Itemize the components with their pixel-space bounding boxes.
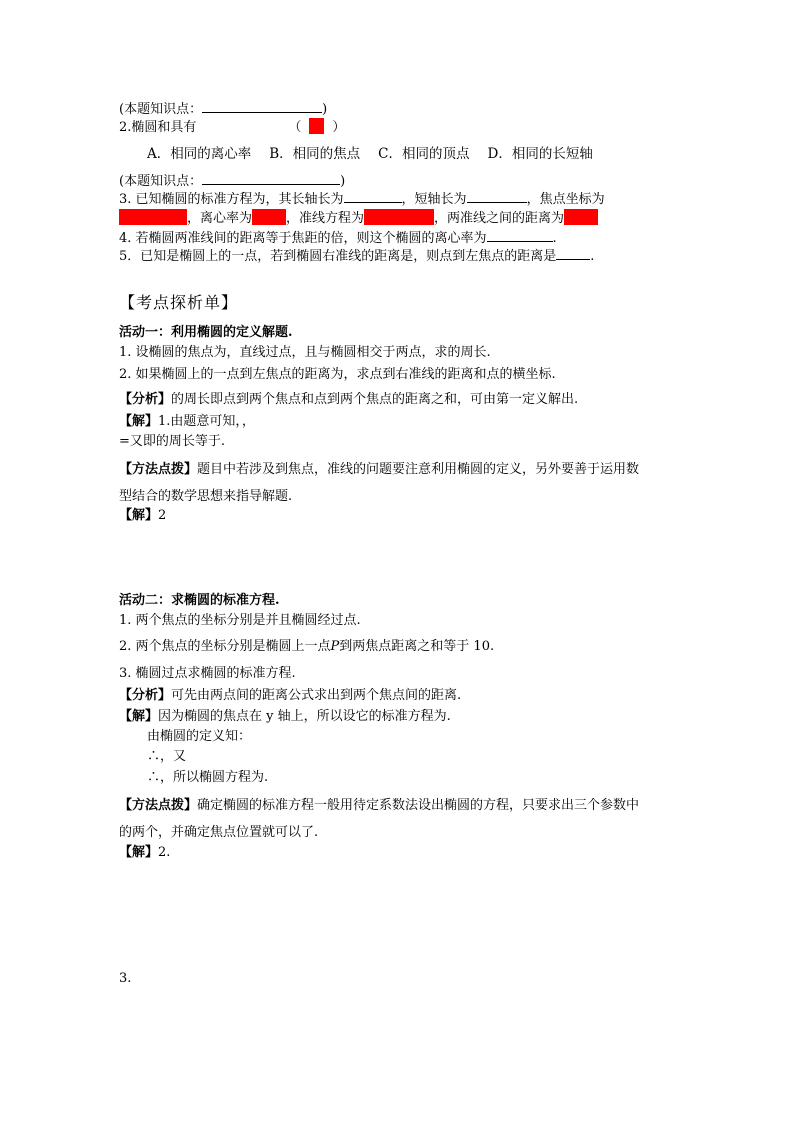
knowledge-close: ) [340,174,346,189]
q3-eccentricity-redbox[interactable] [252,209,286,225]
q3-part2: ，短轴长为 [401,192,467,207]
q3-minor-axis-blank[interactable] [467,190,527,203]
analysis-tag: 【分析】 [119,688,172,703]
q3-part4: ，离心率为 [187,211,253,226]
q3-major-axis-blank[interactable] [344,190,402,203]
q3-distance-redbox[interactable] [564,209,598,225]
activity-1-solution-2: =又即的周长等于. [119,434,226,449]
question-3-line-1 [119,190,605,208]
activity-2-item-3: 3. 椭圆过点求椭圆的标准方程. [119,666,296,681]
activity-1-title: 活动一：利用椭圆的定义解题. [119,325,293,340]
question-5 [119,247,594,265]
item-2-text-b: 到两焦点距离之和等于 10. [339,639,495,654]
knowledge-label: (本题知识点： [119,174,203,189]
knowledge-point-line-1 [119,100,327,118]
solution-number: 2 [158,508,167,523]
method-text: 确定椭圆的标准方程一般用待定系数法设出椭圆的方程，只要求出三个参数中 [197,798,640,813]
activity-2-analysis [119,687,461,704]
analysis-text: 可先由两点间的距离公式求出到两个焦点间的距离. [171,688,462,703]
q5-text: 5．已知是椭圆上的一点，若到椭圆右准线的距离是，则点到左焦点的距离是 [119,249,557,264]
q4-text: 4. 若椭圆两准线间的距离等于焦距的倍，则这个椭圆的离心率为 [119,231,487,246]
activity-1-solution-part-2 [119,507,166,524]
activity-1-method-1 [119,461,639,478]
option-c[interactable]: C．相同的顶点 [378,146,470,162]
q3-part5: ，准线方程为 [286,211,365,226]
q4-blank[interactable] [487,229,553,242]
q5-blank[interactable] [556,247,590,260]
q2-answer-redbox[interactable] [309,118,324,134]
activity-1-solution-1 [119,413,255,430]
q2-paren-close: ） [332,120,346,135]
activity-2-solution [119,708,451,725]
activity-2-item-1: 1. 两个焦点的坐标分别是并且椭圆经过点. [119,613,361,628]
q2-paren-open: （ [288,120,302,135]
knowledge-blank[interactable] [202,172,340,185]
activity-2-method-2: 的两个，并确定焦点位置就可以了. [119,825,319,840]
point-p: P [330,639,340,654]
question-2 [119,118,345,136]
q2-text: 2.椭圆和具有 [119,120,197,135]
activity-2-title: 活动二：求椭圆的标准方程. [119,593,280,608]
analysis-tag: 【分析】 [119,392,172,407]
solution-number: 2. [158,845,171,860]
q5-end: . [590,249,595,264]
activity-1-item-1: 1. 设椭圆的焦点为，直线过点，且与椭圆相交于两点，求的周长. [119,345,491,360]
question-3-line-2 [119,209,598,227]
activity-1-analysis [119,391,578,408]
q3-part6: ，两准线之间的距离为 [434,211,565,226]
q3-part3: ，焦点坐标为 [526,192,605,207]
solution-text: 因为椭圆的焦点在 y 轴上，所以设它的标准方程为. [158,709,451,724]
option-d[interactable]: D．相同的长短轴 [487,146,593,162]
section-title: 【考点探析单】 [119,293,239,312]
knowledge-blank[interactable] [202,100,322,113]
knowledge-close: ) [322,102,328,117]
knowledge-point-line-2 [119,172,345,190]
q4-end: . [552,231,557,246]
activity-2-step-2: ∴，又 [147,749,187,764]
method-tag: 【方法点拨】 [119,798,198,813]
activity-2-solution-part-3: 3. [119,971,132,986]
option-b[interactable]: B．相同的焦点 [269,146,361,162]
activity-1-item-2: 2. 如果椭圆上的一点到左焦点的距离为，求点到右准线的距离和点的横坐标. [119,367,556,382]
q3-directrix-redbox[interactable] [364,209,434,225]
knowledge-label: (本题知识点： [119,102,203,117]
solution-tag: 【解】 [119,845,159,860]
method-text: 题目中若涉及到焦点，准线的问题要注意利用椭圆的定义，另外要善于运用数 [197,462,640,477]
q3-part1: 3. 已知椭圆的标准方程为，其长轴长为 [119,192,344,207]
method-tag: 【方法点拨】 [119,462,198,477]
analysis-text: 的周长即点到两个焦点和点到两个焦点的距离之和，可由第一定义解出. [171,392,579,407]
q3-focus-redbox[interactable] [119,209,187,225]
q2-options [147,146,593,163]
activity-2-step-3: ∴，所以椭圆方程为. [147,770,269,785]
activity-1-method-2: 型结合的数学思想来指导解题. [119,489,293,504]
activity-2-step-1: 由椭圆的定义知： [147,729,252,744]
activity-2-item-2 [119,638,494,655]
activity-2-method-1 [119,797,639,814]
solution-tag: 【解】 [119,414,159,429]
item-2-text-a: 2. 两个焦点的坐标分别是椭圆上一点 [119,639,331,654]
solution-tag: 【解】 [119,508,159,523]
solution-text: 1.由题意可知，， [158,414,255,429]
activity-2-solution-part-2 [119,844,170,861]
question-4 [119,229,557,247]
option-a[interactable]: A．相同的离心率 [147,146,252,162]
solution-tag: 【解】 [119,709,159,724]
